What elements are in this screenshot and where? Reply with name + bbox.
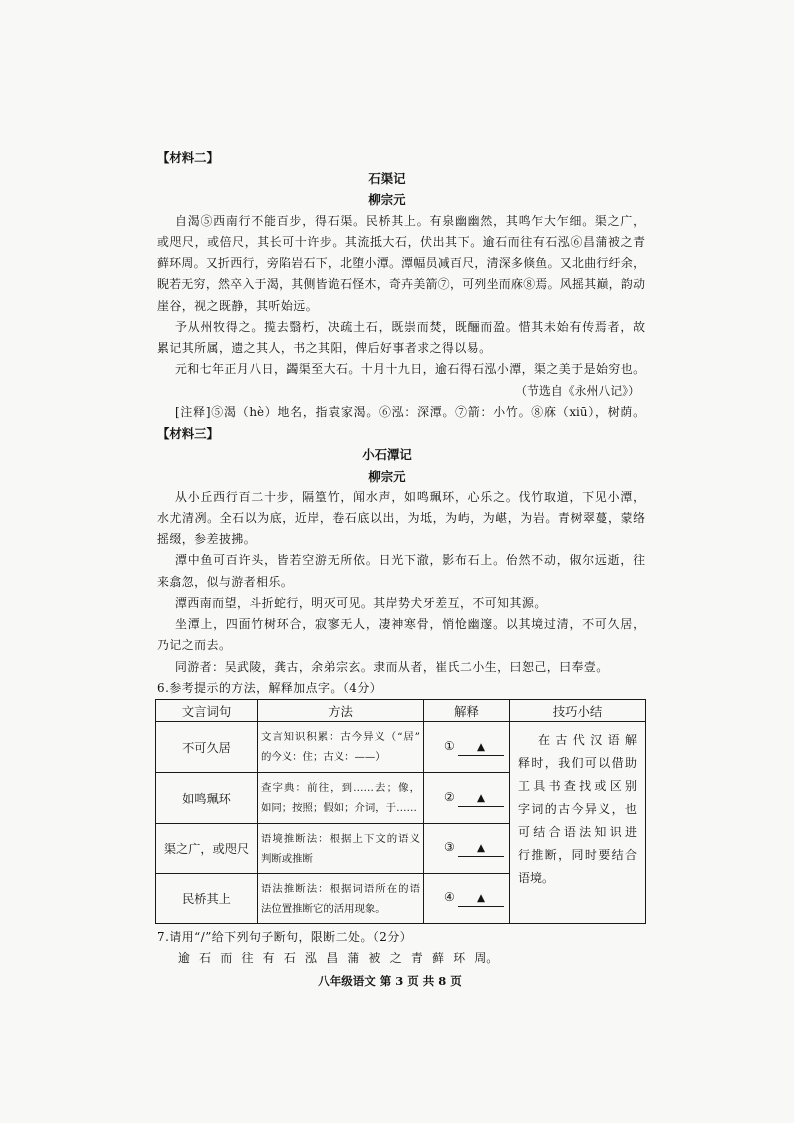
summary-cell — [510, 722, 646, 924]
answer-number: ③ — [444, 840, 455, 855]
method-cell — [258, 722, 424, 773]
material-2-paragraph — [157, 359, 645, 380]
material-3-paragraph — [157, 614, 645, 656]
method-line: 的今义：住；古义：——） — [261, 751, 386, 764]
method-line: 语法推断法：根据词语所在的语 — [261, 882, 420, 895]
material-2-text-line: 元和七年正月八日，蠲渠至大石。十月十九日，逾石得石泓小潭，渠之美于是始穷也。 — [175, 362, 645, 377]
method-line: 查字典：前往，到……去；像， — [261, 782, 420, 795]
material-2-source: （节选自《永州八记》） — [515, 383, 640, 398]
answer-cell — [424, 773, 510, 824]
summary-line: 释时，我们可以借助 — [518, 756, 637, 771]
phrase-cell: 不可久居 — [156, 722, 258, 773]
material-3-text-line: 乃记之而去。 — [157, 638, 232, 653]
material-2-text-line: 予从州牧得之。揽去翳朽，决疏土石，既崇而焚，既酾而盈。惜其未始有传焉者，故 — [175, 319, 645, 334]
table-header-answer: 解释 — [424, 700, 510, 722]
material-2-paragraph — [157, 317, 645, 359]
method-line: 法位置推断它的活用现象。 — [261, 902, 386, 915]
table-header-method: 方法 — [258, 700, 424, 722]
material-2-title: 石渠记 — [368, 171, 406, 187]
summary-line: 工具书查找或区别 — [518, 779, 637, 794]
answer-cell — [424, 722, 510, 773]
answer-blank-triangle-icon: ▲ — [458, 791, 504, 807]
material-2-text-line: 崖谷，视之既静，其听始远。 — [157, 298, 319, 313]
answer-blank-triangle-icon: ▲ — [458, 891, 504, 907]
summary-line: 语境。 — [518, 871, 555, 886]
table-row — [156, 722, 646, 773]
answer-blank-triangle-icon: ▲ — [458, 841, 504, 857]
material-2-author: 柳宗元 — [368, 192, 406, 208]
method-cell — [258, 824, 424, 874]
table-header-summary: 技巧小结 — [510, 700, 646, 722]
answer-blank-triangle-icon: ▲ — [458, 740, 504, 756]
answer-number: ② — [444, 789, 455, 804]
material-3-text-line: 水尤清冽。全石以为底，近岸，卷石底以出，为坻，为屿，为嵁，为岩。青树翠蔓，蒙络 — [157, 510, 645, 525]
answer-number: ④ — [444, 890, 455, 905]
answer-number: ① — [444, 738, 455, 753]
question-6-prompt: 6.参考提示的方法，解释加点字。（4分） — [157, 680, 383, 695]
material-3-paragraph — [157, 487, 645, 551]
material-2-text-line: 藓环周。又折西行，旁陷岩石下，北堕小潭。潭幅员减百尺，清深多倏鱼。又北曲行纡余， — [157, 256, 645, 271]
table-header-row — [156, 700, 646, 722]
answer-cell — [424, 874, 510, 924]
summary-line: 在古代汉语解 — [538, 733, 637, 748]
phrase-cell: 渠之广，或咫尺 — [156, 824, 258, 874]
material-3-label: 【材料三】 — [157, 426, 219, 442]
phrase-cell: 如鸣珮环 — [156, 773, 258, 824]
method-line: 语境推断法：根据上下文的语义 — [261, 832, 420, 845]
material-2-paragraph — [157, 211, 645, 317]
material-3-text-line: 潭西南而望，斗折蛇行，明灭可见。其岸势犬牙差互，不可知其源。 — [175, 595, 547, 610]
material-3-author: 柳宗元 — [368, 468, 406, 484]
method-line: 判断或推断 — [261, 852, 313, 865]
material-3-text-line: 同游者：吴武陵，龚古，余弟宗玄。隶而从者，崔氏二小生，曰恕己，曰奉壹。 — [175, 659, 609, 674]
material-2-text-line: 睨若无穷，然卒入于渴，其侧皆诡石怪木，奇卉美箭⑦，可列坐而庥⑧焉。风摇其巅，韵动 — [157, 277, 645, 292]
material-2-label: 【材料二】 — [157, 150, 219, 165]
material-3-text-line: 从小丘西行百二十步，隔篁竹，闻水声，如鸣珮环，心乐之。伐竹取道，下见小潭， — [175, 489, 645, 504]
question-7-prompt: 7.请用“/”给下列句子断句，限断二处。（2分） — [157, 930, 413, 945]
method-cell — [258, 874, 424, 924]
material-2-text-line: 或咫尺，或倍尺，其长可十许步。其流抵大石，伏出其下。逾石而往有石泓⑥昌蒲被之青 — [157, 234, 645, 249]
material-3-text-line: 来翕忽，似与游者相乐。 — [157, 574, 294, 589]
summary-line: 可结合语法知识进 — [518, 825, 637, 840]
material-3-paragraph — [157, 593, 645, 614]
question-6-table — [155, 699, 646, 924]
material-2-notes: [注释]⑤渴（hè）地名，指袁家渴。⑥泓：深潭。⑦箭：小竹。⑧庥（xiū），树荫。 — [175, 404, 645, 419]
table-header-phrase: 文言词句 — [156, 700, 258, 722]
phrase-cell: 民桥其上 — [156, 874, 258, 924]
summary-line: 行推断，同时要结合 — [518, 848, 637, 863]
method-line: 如同；按照；假如；介词，于…… — [261, 802, 417, 815]
method-cell — [258, 773, 424, 824]
material-2-text-line: 自渴⑤西南行不能百步，得石渠。民桥其上。有泉幽幽然，其鸣乍大乍细。渠之广， — [175, 213, 645, 228]
material-3-text-line: 坐潭上，四面竹树环合，寂寥无人，凄神寒骨，悄怆幽邃。以其境过清，不可久居， — [175, 617, 645, 632]
page-content — [157, 147, 645, 970]
material-3-text-line: 摇缀，参差披拂。 — [157, 532, 257, 547]
method-line: 文言知识积累：古今异义（“居” — [261, 731, 420, 744]
material-3-paragraph — [157, 657, 645, 678]
material-2-text-line: 累记其所属，遗之其人，书之其阳，俾后好事者求之得以易。 — [157, 341, 492, 356]
summary-line: 字词的古今异义，也 — [518, 802, 637, 817]
answer-cell — [424, 824, 510, 874]
page-footer: 八年级语文 第 3 页 共 8 页 — [318, 974, 462, 988]
material-3-text-line: 潭中鱼可百许头，皆若空游无所依。日光下澈，影布石上。佁然不动，俶尔远逝，往 — [175, 553, 645, 568]
material-3-title: 小石潭记 — [362, 447, 412, 463]
question-7-sentence: 逾 石 而 往 有 石 泓 昌 蒲 被 之 青 藓 环 周。 — [178, 951, 499, 966]
material-3-paragraph — [157, 550, 645, 592]
